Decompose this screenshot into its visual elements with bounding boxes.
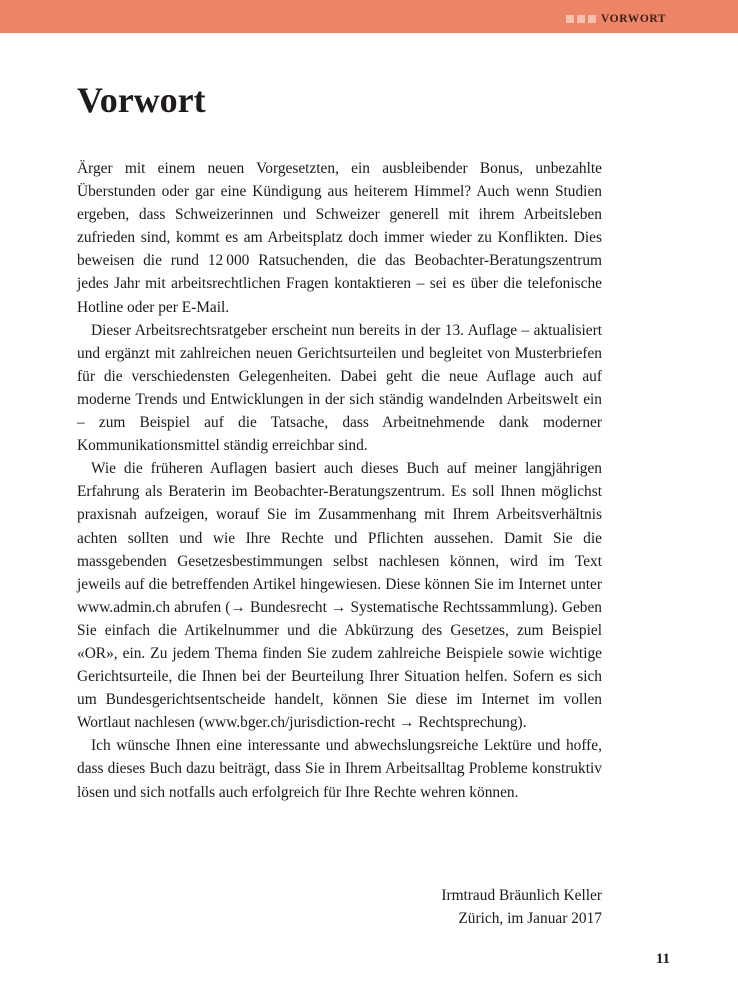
paragraph: Wie die früheren Auflagen basiert auch dieses Buch auf meiner langjährigen Erfahrung als Beraterin im Beobachter-Beratungszentrum. Es soll Ihnen möglichst praxisnah aufzeigen, worauf Sie im Zusammenhang mit Ihrem Arbeitsverhältnis achten sollten und wie Ihre Rechte und Pflichten aussehen. Damit Sie die massgebenden Gesetzesbestimmungen selbst nachlesen können, wird im Text jeweils auf die betreffenden Artikel hingewiesen. Diese können Sie im Internet unter www.admin.ch abrufen (→ Bundesrecht → Systematische Rechtssammlung). Geben Sie einfach die Artikelnummer und die Abkürzung des Gesetzes, zum Beispiel «OR», ein. Zu jedem Thema finden Sie zudem zahlreiche Beispiele sowie wichtige Gerichtsurteile, die Ihnen bei der Beurteilung Ihrer Situation helfen. Sofern es sich um Bundesgerichtsentscheide handelt, können Sie diese im Internet im vollen Wortlaut nachlesen (www.bger.ch/jurisdiction-recht → Rechtsprechung). [77,460,602,732]
paragraph: Ärger mit einem neuen Vorgesetzten, ein ausbleibender Bonus, unbezahlte Überstunden oder gar eine Kündigung aus heiterem Himmel? Auch wenn Studien ergeben, dass Schweizerinnen und Schweizer generell mit ihrem Arbeitsleben zufrieden sind, kommt es am Arbeitsplatz doch immer wieder zu Konflikten. Dies beweisen die rund 12 000 Ratsuchenden, die das Beobachter-Beratungszentrum jedes Jahr mit arbeitsrechtlichen Fragen kontaktieren – sei es über die telefonische Hotline oder per E-Mail. [77,160,602,316]
header-bar [0,0,738,33]
page-number: 11 [655,951,670,967]
running-header [566,12,666,26]
signature-author: Irmtraud Bräunlich Keller [441,887,602,904]
signature-place-date: Zürich, im Januar 2017 [458,910,602,928]
square-icon [588,15,596,23]
paragraph: Ich wünsche Ihnen eine interessante und abwechslungsreiche Lektüre und hoffe, dass dieses Buch dazu beiträgt, dass Sie in Ihrem Arbeitsalltag Probleme konstruktiv lösen und sich notfalls auch erfolgreich für Ihre Rechte wehren können. [77,737,602,801]
page-title: Vorwort [77,80,206,120]
square-icon [577,15,585,23]
signature [441,884,602,930]
square-icon [566,15,574,23]
paragraph: Dieser Arbeitsrechtsratgeber erscheint nun bereits in der 13. Auflage – aktualisiert und ergänzt mit zahlreichen neuen Gerichtsurteilen und begleitet von Musterbriefen für die verschiedensten Gelegenheiten. Dabei geht die neue Auflage auch auf moderne Trends und Entwicklungen in der sich ständig wandelnden Arbeitswelt ein – zum Beispiel auf die Tatsache, dass Arbeitnehmende dank moderner Kommunikationsmittel ständig erreichbar sind. [77,321,602,455]
running-header-title: VORWORT [601,13,667,25]
body-text [77,157,602,804]
